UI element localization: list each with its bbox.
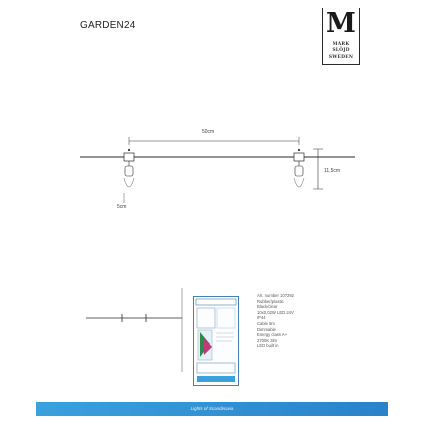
packaging-thumbnail	[193, 296, 239, 386]
bulb-right	[294, 153, 304, 187]
logo-word-3: SWEDEN	[328, 55, 354, 60]
spec-line: IP44	[257, 315, 266, 321]
marker-dot-right	[298, 149, 300, 151]
spec-line: Art. number 107292	[257, 293, 295, 298]
bulb-left	[124, 153, 134, 187]
length-label: 50cm	[202, 129, 215, 135]
spec-line: 10x0,02W LED 24V	[257, 309, 294, 315]
marker-dot-left	[128, 149, 130, 151]
logo-letter: M	[326, 8, 356, 39]
spec-line: Black/clear	[257, 304, 278, 310]
spec-panel	[257, 293, 327, 349]
spec-line: Dimmable	[257, 326, 276, 332]
mini-cable-diagram	[86, 314, 182, 322]
height-label: 11,5cm	[324, 168, 341, 174]
logo-word-1: MARK	[332, 42, 350, 47]
spec-line: Energy class A+	[257, 332, 288, 338]
footer-banner	[36, 402, 388, 416]
spec-line: Cable 5m	[257, 320, 275, 326]
logo-word-2: SLÖJD	[332, 48, 350, 53]
spec-line: Rubber/plastic	[257, 298, 284, 304]
spacing-label: 5cm	[117, 204, 127, 210]
spec-line: 2700K 3lm	[257, 337, 278, 343]
spec-line: LED built in	[257, 343, 279, 349]
footer-text: Lights of Scandinavia	[190, 406, 234, 411]
product-model: GARDEN24	[80, 20, 136, 31]
pack-footer-strip	[197, 376, 235, 382]
